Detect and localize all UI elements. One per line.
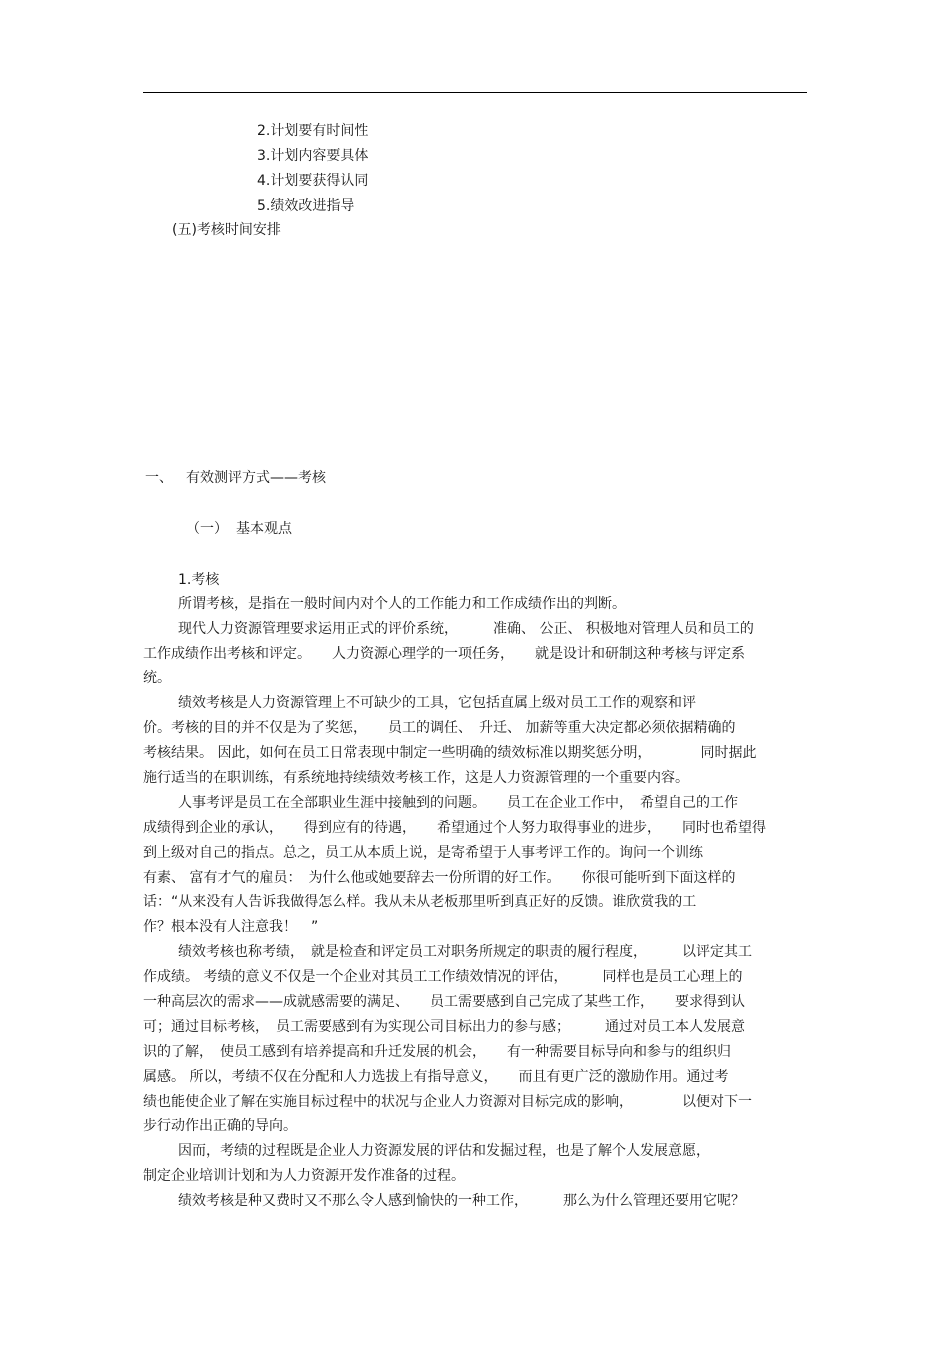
outline-item-4: 4.计划要获得认同: [257, 173, 369, 189]
body-line: 施行适当的在职训练，有系统地持续绩效考核工作，这是人力资源管理的一个重要内容。: [143, 770, 689, 786]
body-line: 价。考核的目的并不仅是为了奖惩， 员工的调任、 升迁、 加薪等重大决定都必须依据精确的: [143, 720, 736, 736]
body-line: 绩也能使企业了解在实施目标过程中的状况与企业人力资源对目标完成的影响， 以便对下一: [143, 1094, 752, 1110]
body-line: 所谓考核，是指在一般时间内对个人的工作能力和工作成绩作出的判断。: [178, 596, 626, 612]
outline-item-2: 2.计划要有时间性: [257, 123, 369, 139]
item-1-title: 1.考核: [178, 572, 220, 588]
outline-item-3: 3.计划内容要具体: [257, 148, 369, 164]
body-line: 工作成绩作出考核和评定。 人力资源心理学的一项任务， 就是设计和研制这种考核与评定系: [143, 646, 745, 662]
body-line: 统。: [143, 670, 171, 686]
body-line: 作？根本没有人注意我！ ”: [143, 919, 319, 935]
body-line: 现代人力资源管理要求运用正式的评价系统， 准确、 公正、 积极地对管理人员和员工的: [178, 621, 754, 637]
body-line: 话：“从来没有人告诉我做得怎么样。我从未从老板那里听到真正好的反馈。谁欣赏我的工: [143, 894, 697, 910]
header-rule: [143, 92, 807, 93]
body-line: 绩效考核是种又费时又不那么令人感到愉快的一种工作， 那么为什么管理还要用它呢？: [178, 1193, 745, 1209]
body-line: 考核结果。 因此，如何在员工日常表现中制定一些明确的绩效标准以期奖惩分明， 同时据此: [143, 745, 757, 761]
body-line: 一种高层次的需求——成就感需要的满足、 员工需要感到自己完成了某些工作， 要求得到认: [143, 994, 745, 1010]
section-5-heading: (五)考核时间安排: [172, 222, 281, 238]
body-line: 识的了解， 使员工感到有培养提高和升迁发展的机会， 有一种需要目标导向和参与的组织归: [143, 1044, 731, 1060]
body-line: 制定企业培训计划和为人力资源开发作准备的过程。: [143, 1168, 465, 1184]
body-line: 可；通过目标考核， 员工需要感到有为实现公司目标出力的参与感； 通过对员工本人发展意: [143, 1019, 745, 1035]
body-line: 绩效考核也称考绩， 就是检查和评定员工对职务所规定的职责的履行程度， 以评定其工: [178, 944, 752, 960]
body-line: 到上级对自己的指点。总之，员工从本质上说，是寄希望于人事考评工作的。询问一个训练: [143, 845, 703, 861]
outline-item-5: 5.绩效改进指导: [257, 198, 355, 214]
subsection-number: （一）: [186, 521, 228, 537]
body-line: 有素、 富有才气的雇员： 为什么他或她要辞去一份所谓的好工作。 你很可能听到下面这样的: [143, 870, 736, 886]
chapter-title: 有效测评方式——考核: [186, 470, 326, 486]
body-line: 人事考评是员工在全部职业生涯中接触到的问题。 员工在企业工作中， 希望自己的工作: [178, 795, 738, 811]
body-line: 作成绩。 考绩的意义不仅是一个企业对其员工工作绩效情况的评估， 同样也是员工心理上的: [143, 969, 743, 985]
body-line: 绩效考核是人力资源管理上不可缺少的工具，它包括直属上级对员工工作的观察和评: [178, 695, 696, 711]
body-line: 因而，考绩的过程既是企业人力资源发展的评估和发掘过程，也是了解个人发展意愿，: [178, 1143, 710, 1159]
body-line: 成绩得到企业的承认， 得到应有的待遇， 希望通过个人努力取得事业的进步， 同时也希望得: [143, 820, 766, 836]
body-line: 属感。 所以，考绩不仅在分配和人力选拔上有指导意义， 而且有更广泛的激励作用。通过考: [143, 1069, 729, 1085]
chapter-number: 一、: [145, 470, 173, 486]
body-line: 步行动作出正确的导向。: [143, 1118, 297, 1134]
subsection-title: 基本观点: [236, 521, 292, 537]
